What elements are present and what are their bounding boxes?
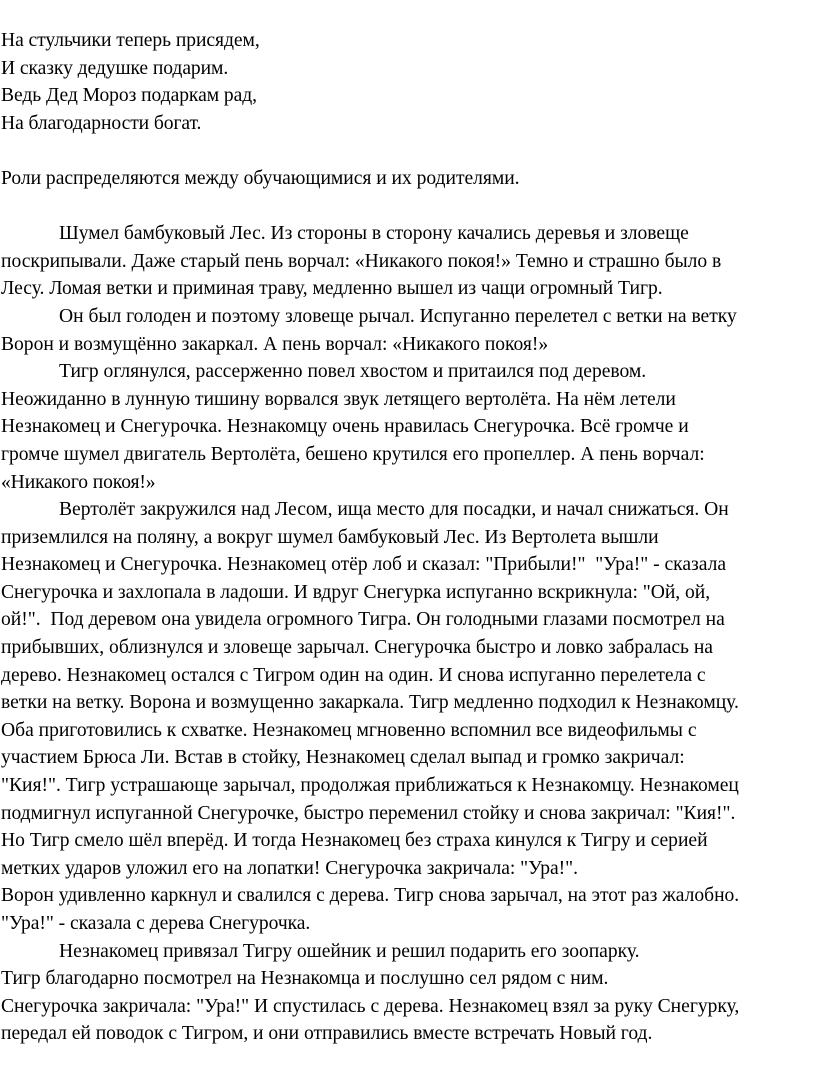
story-line: Он был голоден и поэтому зловеще рычал. Испуганно перелетел с ветки на ветку	[59, 305, 737, 327]
poem-stanza	[0, 27, 816, 137]
story-line: Незнакомец и Снегурочка. Незнакомец отёр лоб и сказал: "Прибыли!" "Ура!" - сказала	[1, 554, 726, 576]
story-line: Тигр благодарно посмотрел на Незнакомца и послушно сел рядом с ним.	[1, 968, 609, 990]
poem-line: На благодарности богат.	[1, 112, 202, 134]
story-line: Незнакомец и Снегурочка. Незнакомцу очень нравилась Снегурочка. Всё громче и	[1, 416, 689, 438]
story-line: Вертолёт закружился над Лесом, ища место для посадки, и начал снижаться. Он	[59, 499, 729, 521]
story-line: метких ударов уложил его на лопатки! Снегурочка закричала: "Ура!".	[1, 857, 579, 879]
story-line: ой!". Под деревом она увидела огромного Тигра. Он голодными глазами посмотрел на	[1, 609, 725, 631]
story-line: подмигнул испуганной Снегурочке, быстро переменил стойку и снова закричал: "Кия!".	[1, 802, 736, 824]
story-line: ветки на ветку. Ворона и возмущенно закаркала. Тигр медленно подходил к Незнакомцу.	[1, 692, 739, 714]
roles-note: Роли распределяются между обучающимися и их родителями.	[1, 167, 520, 189]
story-line: Неожиданно в лунную тишину ворвался звук летящего вертолёта. На нём летели	[1, 388, 676, 410]
story-text	[0, 220, 816, 1048]
poem-line: Ведь Дед Мороз подаркам рад,	[1, 85, 257, 107]
blank-line	[0, 137, 816, 165]
story-line: дерево. Незнакомец остался с Тигром один на один. И снова испуганно перелетела с	[1, 664, 706, 686]
story-line: "Кия!". Тигр устрашающе зарычал, продолжая приближаться к Незнакомцу. Незнакомец	[1, 775, 739, 797]
story-line: Шумел бамбуковый Лес. Из стороны в сторону качались деревья и зловеще	[59, 223, 689, 245]
document-page	[0, 27, 816, 1048]
poem-line: На стульчики теперь присядем,	[1, 30, 260, 51]
poem-line: И сказку дедушке подарим.	[1, 57, 229, 79]
story-line: прибывших, облизнулся и зловеще зарычал. Снегурочка быстро и ловко забралась на	[1, 637, 713, 659]
blank-line	[0, 193, 816, 221]
story-line: Снегурочка и захлопала в ладоши. И вдруг Снегурка испуганно вскрикнула: "Ой, ой,	[1, 581, 711, 603]
story-line: громче шумел двигатель Вертолёта, бешено крутился его пропеллер. А пень ворчал:	[1, 443, 705, 465]
story-line: участием Брюса Ли. Встав в стойку, Незнакомец сделал выпад и громко закричал:	[1, 747, 685, 769]
story-line: Ворон удивленно каркнул и свалился с дерева. Тигр снова зарычал, на этот раз жалобно.	[1, 885, 740, 907]
story-line: «Никакого покоя!»	[1, 471, 156, 493]
story-line: Лесу. Ломая ветки и приминая траву, медленно вышел из чащи огромный Тигр.	[1, 278, 663, 300]
story-line: Тигр оглянулся, рассерженно повел хвостом и притаился под деревом.	[59, 361, 647, 383]
story-line: Снегурочка закричала: "Ура!" И спустилась с дерева. Незнакомец взял за руку Снегурку,	[1, 995, 740, 1017]
story-line: Но Тигр смело шёл вперёд. И тогда Незнакомец без страха кинулся к Тигру и серией	[1, 830, 708, 852]
story-line: передал ей поводок с Тигром, и они отправились вместе встречать Новый год.	[1, 1023, 653, 1045]
story-line: Незнакомец привязал Тигру ошейник и решил подарить его зоопарку.	[59, 940, 640, 962]
story-line: Ворон и возмущённо закаркал. А пень ворчал: «Никакого покоя!»	[1, 333, 549, 355]
story-line: поскрипывали. Даже старый пень ворчал: «Никакого покоя!» Темно и страшно было в	[1, 250, 722, 272]
story-line: "Ура!" - сказала с дерева Снегурочка.	[1, 913, 311, 934]
story-line: приземлился на поляну, а вокруг шумел бамбуковый Лес. Из Вертолета вышли	[1, 526, 659, 548]
story-line: Оба приготовились к схватке. Незнакомец мгновенно вспомнил все видеофильмы с	[1, 719, 697, 741]
